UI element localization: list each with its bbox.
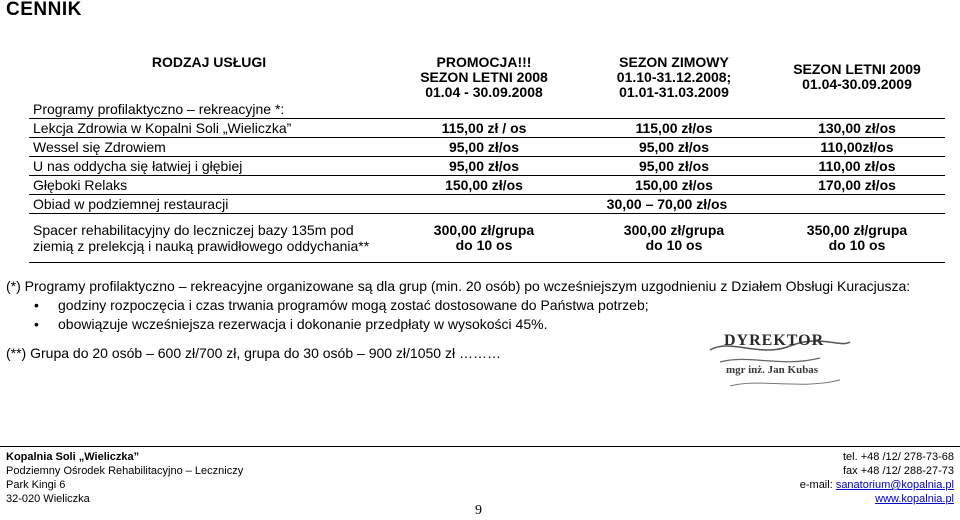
header-promo: PROMOCJA!!! SEZON LETNI 2008 01.04 - 30.09.2008 [420, 54, 548, 100]
note-groups: (*) Programy profilaktyczno – rekreacyjne organizowane są dla grup (min. 20 osób) po wcześniejszym uzgodnieniu z Działem Obsługi Kuracjusza: [6, 278, 911, 294]
table-row: Wessel się Zdrowiem 95,00 zł/os 95,00 zł/os 110,00zł/os [29, 138, 945, 157]
header-service: RODZAJ USŁUGI [151, 54, 267, 70]
table-row: Lekcja Zdrowia w Kopalni Soli „Wieliczka” 115,00 zł / os 115,00 zł/os 130,00 zł/os [29, 119, 945, 138]
stamp-title: DYREKTOR [724, 332, 825, 349]
table-row: Głęboki Relaks 150,00 zł/os 150,00 zł/os 170,00 zł/os [29, 176, 945, 195]
footer-fax: fax +48 /12/ 288-27-73 [843, 465, 954, 477]
website-link[interactable]: www.kopalnia.pl [875, 493, 954, 505]
section-row [29, 100, 945, 119]
list-item: • obowiązuje wcześniejsza rezerwacja i dokonanie przedpłaty w wysokości 45%. [34, 316, 548, 332]
footer-contact [800, 450, 954, 506]
footer-email: e-mail: sanatorium@kopalnia.pl [799, 479, 954, 491]
table-row-dinner: Obiad w podziemnej restauracji 30,00 – 70,00 zł/os [29, 195, 945, 214]
notes [6, 277, 956, 334]
director-stamp [700, 328, 860, 398]
price-table [29, 50, 945, 263]
bullet-icon: • [34, 316, 39, 332]
page-title: CENNIK [6, 0, 82, 20]
section-label: Programy profilaktyczno – rekreacyjne *: [33, 100, 285, 117]
table-row: U nas oddycha się łatwiej i głębiej 95,00 zł/os 95,00 zł/os 110,00 zł/os [29, 157, 945, 176]
note-group-price: (**) Grupa do 20 osób – 600 zł/700 zł, grupa do 30 osób – 900 zł/1050 zł ……… [6, 345, 501, 361]
page-number: 9 [475, 503, 482, 518]
stamp-name: mgr inż. Jan Kubas [726, 364, 819, 376]
header-summer: SEZON LETNI 2009 01.04-30.09.2009 [793, 61, 921, 92]
footer-divider [0, 446, 960, 447]
footer-tel: tel. +48 /12/ 278-73-68 [843, 451, 954, 463]
email-link[interactable]: sanatorium@kopalnia.pl [835, 479, 954, 491]
table-row-walk: Spacer rehabilitacyjny do leczniczej bazy 135m pod ziemią z prelekcją i nauką prawidłowego oddychania** 300,00 zł/grupa do 10 os 300,00 zł/grupa do 10 os 350,00 zł/grupa do 10 os [29, 214, 945, 263]
table-header-row [29, 50, 945, 100]
footer-address: Kopalnia Soli „Wieliczka” Podziemny Ośrodek Rehabilitacyjno – Leczniczy Park Kingi 6 32-020 Wieliczka [6, 451, 244, 505]
bullet-icon: • [34, 297, 39, 313]
list-item: • godziny rozpoczęcia i czas trwania programów mogą zostać dostosowane do Państwa potrzeb; [34, 297, 649, 313]
header-winter: SEZON ZIMOWY 01.10-31.12.2008; 01.01-31.03.2009 [616, 54, 732, 100]
